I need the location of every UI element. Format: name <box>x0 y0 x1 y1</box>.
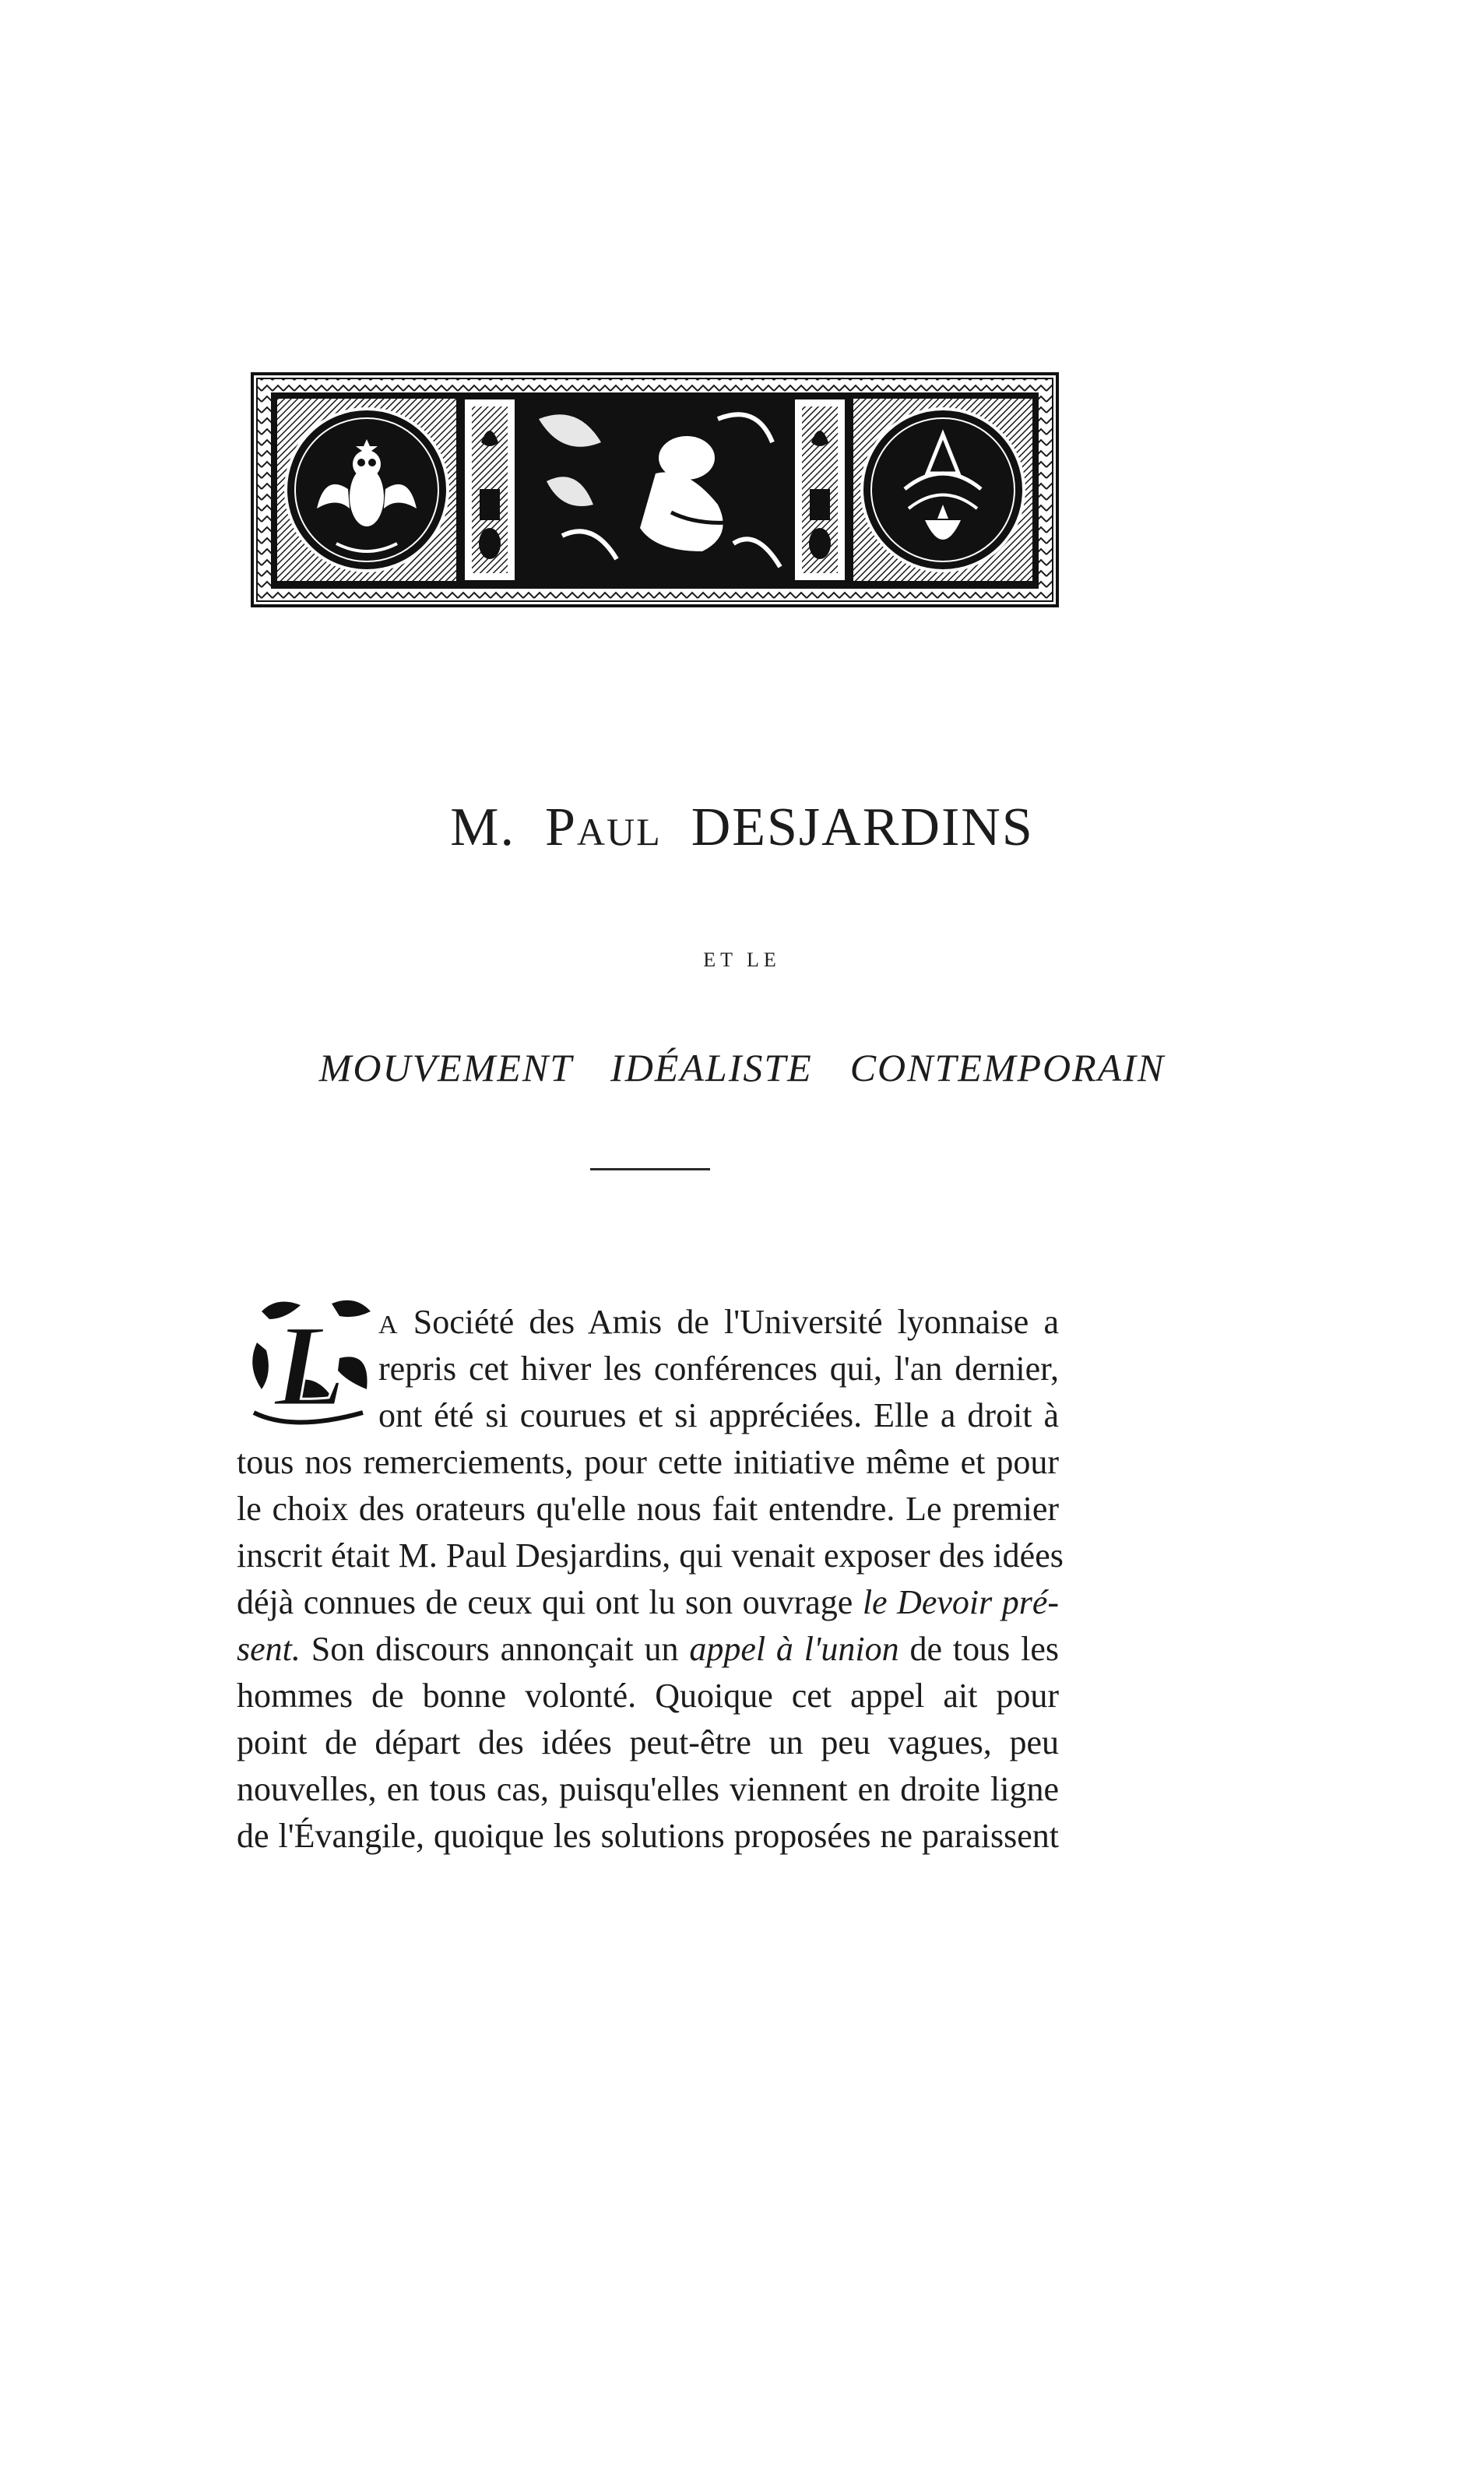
ornamental-headpiece <box>251 372 1059 607</box>
text-line: le choix des orateurs qu'elle nous fait entendre. Le premier <box>237 1490 1059 1528</box>
section-divider <box>590 1168 710 1170</box>
text-span: Société des Amis de l'Université lyonnaise a <box>398 1303 1059 1341</box>
text-line: de l'Évangile, quoique les solutions proposées ne paraissent <box>237 1817 1059 1855</box>
text-span: déjà connues de ceux qui ont lu son ouvrage <box>237 1583 863 1621</box>
text-line <box>378 1299 1059 1349</box>
smallcap-letter: A <box>378 1311 399 1339</box>
text-line: tous nos remerciements, pour cette initiative même et pour <box>237 1443 1059 1481</box>
text-span: Son discours annonçait un <box>300 1630 690 1668</box>
italic-phrase: appel à l'union <box>689 1630 899 1668</box>
title-initial: M. <box>450 797 515 857</box>
title-firstname-rest: AUL <box>576 810 662 853</box>
page-title <box>0 793 1484 867</box>
subtitle-word: CONTEMPORAIN <box>849 1046 1166 1089</box>
text-line: point de départ des idées peut-être un peu vagues, peu <box>237 1723 1059 1761</box>
italic-title: le Devoir pré- <box>862 1583 1059 1621</box>
text-line: inscrit était M. Paul Desjardins, qui venait exposer des idées <box>237 1536 1064 1575</box>
subtitle-heading <box>0 1042 1484 1093</box>
text-line: nouvelles, en tous cas, puisqu'elles viennent en droite ligne <box>237 1770 1059 1808</box>
dropcap-letter: L <box>274 1301 346 1428</box>
text-span: de tous les <box>898 1630 1059 1668</box>
text-line: hommes de bonne volonté. Quoique cet appel ait pour <box>237 1677 1059 1715</box>
subtitle-word: IDÉALISTE <box>610 1046 813 1089</box>
dropcap-ornament <box>246 1296 375 1428</box>
text-line <box>237 1626 1059 1673</box>
title-surname: DESJARDINS <box>691 797 1034 857</box>
title-firstname-cap: P <box>544 797 577 857</box>
text-line: ont été si courues et si appréciées. Elle a droit à <box>378 1396 1059 1434</box>
italic-title: sent. <box>237 1630 301 1668</box>
subtitle-word: MOUVEMENT <box>318 1046 574 1089</box>
subtitle-connector: ET LE <box>703 948 781 971</box>
ornament-engraving <box>251 372 1059 607</box>
text-line <box>237 1579 1059 1626</box>
text-line: repris cet hiver les conférences qui, l'an dernier, <box>378 1350 1059 1388</box>
